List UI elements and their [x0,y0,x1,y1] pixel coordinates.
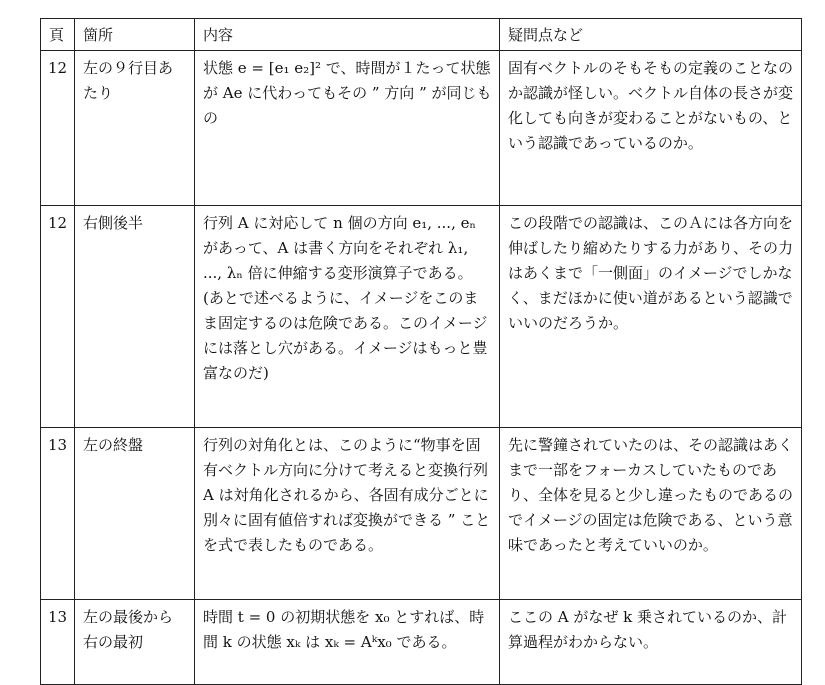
row-content: 状態 e = [e₁ e₂]² で、時間が１たって状態が Ae に代わってもその ” 方向 ” が同じもの [195,51,500,206]
table-row [41,600,802,685]
row-question: ここの A がなぜ k 乗されているのか、計算過程がわからない。 [500,600,802,685]
row-location: 左の終盤 [75,428,195,600]
header-content: 内容 [195,19,500,51]
row-content: 行列の対角化とは、このように“物事を固有ベクトル方向に分けて考えると変換行列 A は対角化されるから、各固有成分ごとに別々に固有値倍すれば変換ができる ” ことを式で表したものである。 [195,428,500,600]
row-location: 左の最後から右の最初 [75,600,195,685]
table-row [41,428,802,600]
row-location: 右側後半 [75,206,195,428]
header-row [41,19,802,51]
header-location: 箇所 [75,19,195,51]
row-content: 時間 t = 0 の初期状態を x₀ とすれば、時間 k の状態 xₖ は xₖ = Aᵏx₀ である。 [195,600,500,685]
row-page: 13 [41,428,75,600]
row-page: 13 [41,600,75,685]
row-question: 固有ベクトルのそもそもの定義のことなのか認識が怪しい。ベクトル自体の長さが変化しても向きが変わることがないもの、という認識であっているのか。 [500,51,802,206]
table-row [41,51,802,206]
row-question: この段階での認識は、このＡには各方向を伸ばしたり縮めたりする力があり、その力はあくまで「一側面」のイメージでしかなく、まだほかに使い道があるという認識でいいのだろうか。 [500,206,802,428]
row-location: 左の９行目あたり [75,51,195,206]
header-question: 疑問点など [500,19,802,51]
header-page: 頁 [41,19,75,51]
row-page: 12 [41,51,75,206]
row-page: 12 [41,206,75,428]
table-row [41,206,802,428]
notes-table [40,18,802,685]
row-question: 先に警鐘されていたのは、その認識はあくまで一部をフォーカスしていたものであり、全体を見ると少し違ったものであるのでイメージの固定は危険である、という意味であったと考えていいのか。 [500,428,802,600]
row-content: 行列 A に対応して n 個の方向 e₁, ..., eₙ があって、A は書く方向をそれぞれ λ₁, ..., λₙ 倍に伸縮する変形演算子である。(あとで述べるように、イメージをこのまま固定するのは危険である。このイメージには落とし穴がある。イメージはもっと豊富なのだ) [195,206,500,428]
